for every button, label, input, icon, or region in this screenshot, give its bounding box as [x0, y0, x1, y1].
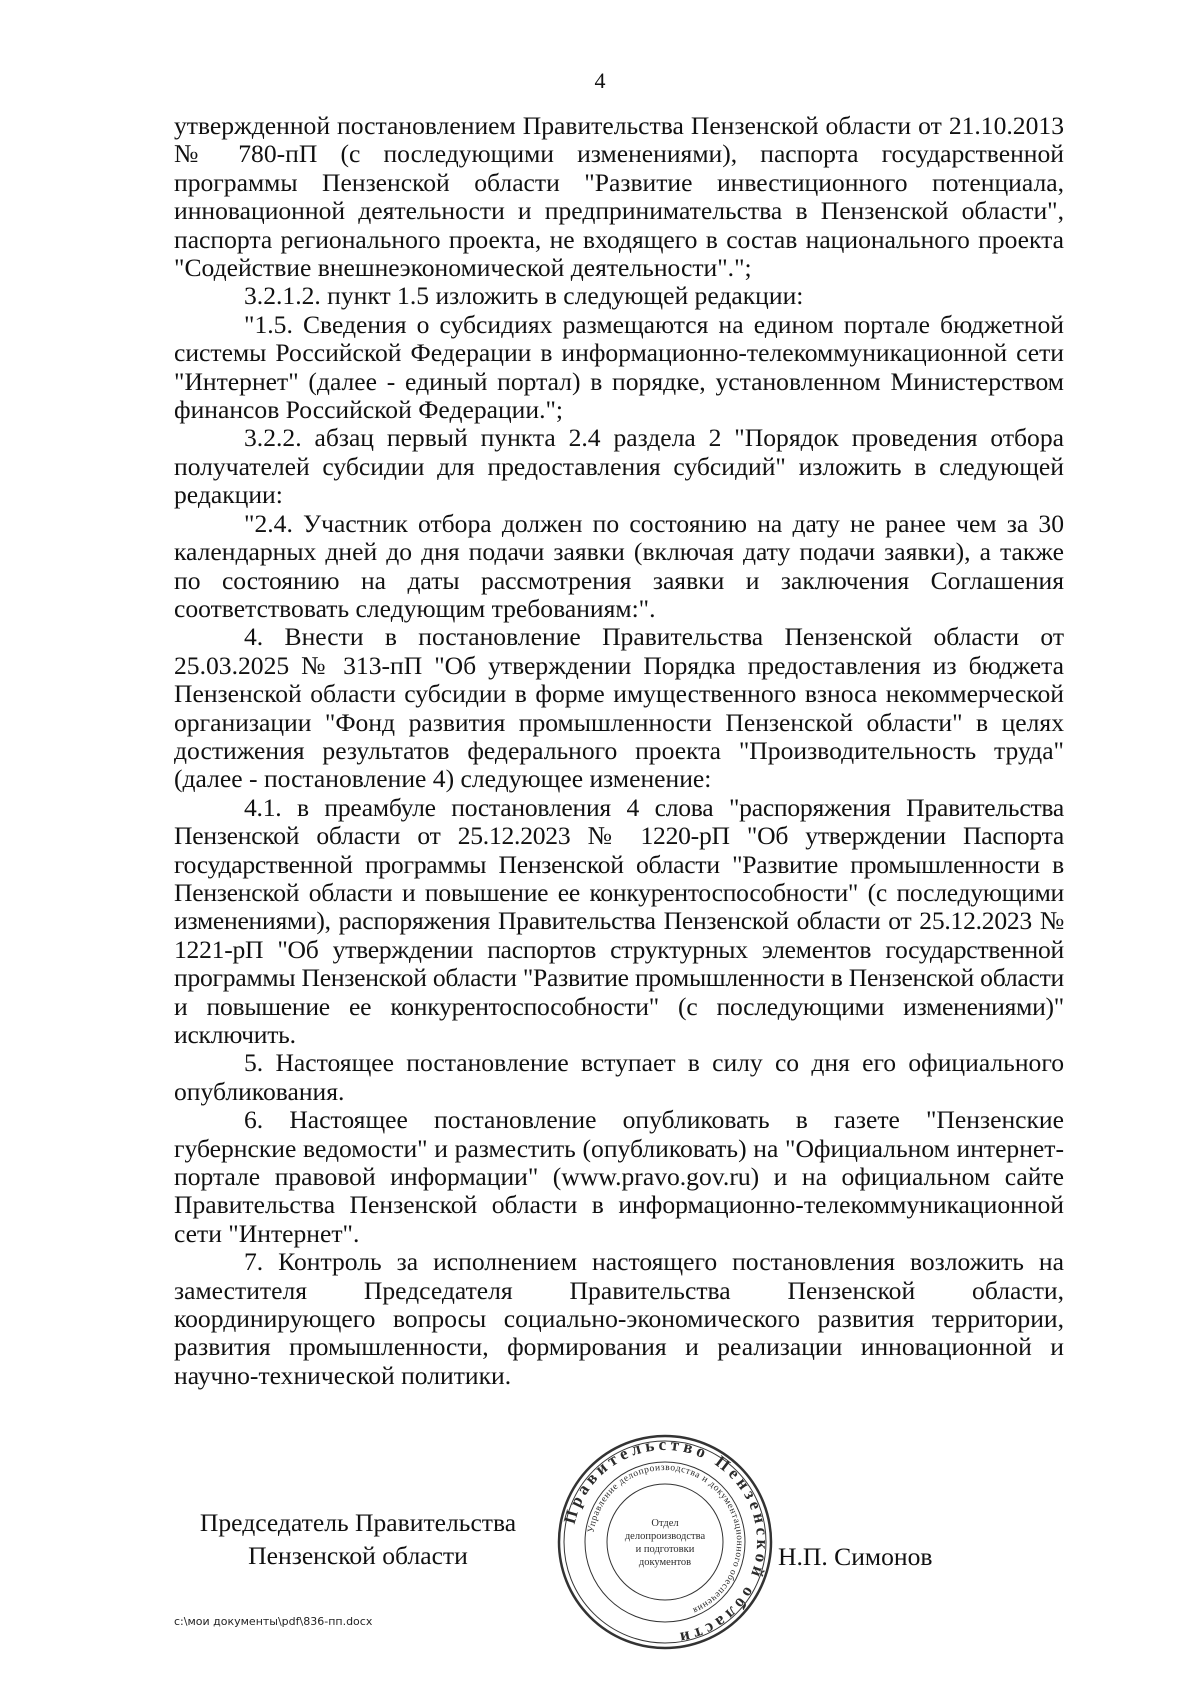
signatory-name: Н.П. Симонов: [778, 1542, 933, 1571]
seal-outer-text: Правительство Пензенской области: [559, 1434, 773, 1649]
seal-center-line: Отдел: [651, 1518, 679, 1529]
official-seal: [555, 1432, 775, 1652]
seal-center-line: и подготовки: [635, 1544, 695, 1555]
document-body: [174, 112, 1064, 1390]
file-path: c:\мои документы\pdf\836-пп.docx: [174, 1615, 373, 1628]
paragraph: 3.2.1.2. пункт 1.5 изложить в следующей редакции:: [244, 281, 804, 311]
paragraph: 5. Настоящее постановление вступает в силу со дня его официального опубликования.: [174, 1048, 1064, 1106]
signatory-title: [178, 1506, 538, 1572]
paragraph: 6. Настоящее постановление опубликовать в газете "Пензенские губернские ведомости" и разместить (опубликовать) на "Официальном интернет-портале правовой информации" (www.pravo.gov.ru) и на официальном сайте Правительства Пензенской области в информационно-телекоммуникационной сети "Интернет".: [174, 1105, 1064, 1248]
signatory-title-line: Пензенской области: [248, 1541, 468, 1570]
paragraph: 7. Контроль за исполнением настоящего постановления возложить на заместителя Председателя Правительства Пензенской области, координирующего вопросы социально-экономического развития территории, развития промышленности, формирования и реализации инновационной и научно-технической политики.: [174, 1247, 1064, 1390]
page-number: 4: [594, 68, 606, 93]
signatory-title-line: Председатель Правительства: [199, 1508, 517, 1537]
seal-inner-ring-text: Управление делопроизводства и документационного обеспечения: [586, 1462, 745, 1616]
seal-center-line: документов: [638, 1557, 692, 1568]
seal-center-line: делопроизводства: [624, 1531, 706, 1542]
seal-inner-ring: [607, 1484, 723, 1600]
paragraph: 4. Внести в постановление Правительства Пензенской области от 25.03.2025 № 313-пП "Об утверждении Порядка предоставления из бюджета Пензенской области субсидии в форме имущественного взноса некоммерческой организации "Фонд развития промышленности Пензенской области" в целях достижения результатов федерального проекта "Производительность труда" (далее - постановление 4) следующее изменение:: [174, 622, 1064, 794]
paragraph: 4.1. в преамбуле постановления 4 слова "распоряжения Правительства Пензенской области от 25.12.2023 № 1220-рП "Об утверждении Паспорта государственной программы Пензенской области "Развитие промышленности в Пензенской области и повышение ее конкурентоспособности" (с последующими изменениями), распоряжения Правительства Пензенской области от 25.12.2023 № 1221-рП "Об утверждении паспортов структурных элементов государственной программы Пензенской области "Развитие промышленности в Пензенской области и повышение ее конкурентоспособности" (с последующими изменениями)" исключить.: [174, 792, 1064, 1049]
paragraph: "2.4. Участник отбора должен по состоянию на дату не ранее чем за 30 календарных дней до дня подачи заявки (включая дату подачи заявки), а также по состоянию на даты рассмотрения заявки и заключения Соглашения соответствовать следующим требованиям:".: [174, 508, 1064, 623]
paragraph: утвержденной постановлением Правительства Пензенской области от 21.10.2013 № 780-пП (с последующими изменениями), паспорта государственной программы Пензенской области "Развитие инвестиционного потенциала, инновационной деятельности и предпринимательства в Пензенской области", паспорта регионального проекта, не входящего в состав национального проекта "Содействие внешнеэкономической деятельности".";: [174, 111, 1064, 283]
paragraph: "1.5. Сведения о субсидиях размещаются на едином портале бюджетной системы Российской Федерации в информационно-телекоммуникационной сети "Интернет" (далее - единый портал) в порядке, установленном Министерством финансов Российской Федерации.";: [174, 309, 1064, 425]
paragraph: 3.2.2. абзац первый пункта 2.4 раздела 2 "Порядок проведения отбора получателей субсидии для предоставления субсидий" изложить в следующей редакции:: [174, 423, 1064, 510]
seal-middle-ring: [585, 1462, 745, 1622]
